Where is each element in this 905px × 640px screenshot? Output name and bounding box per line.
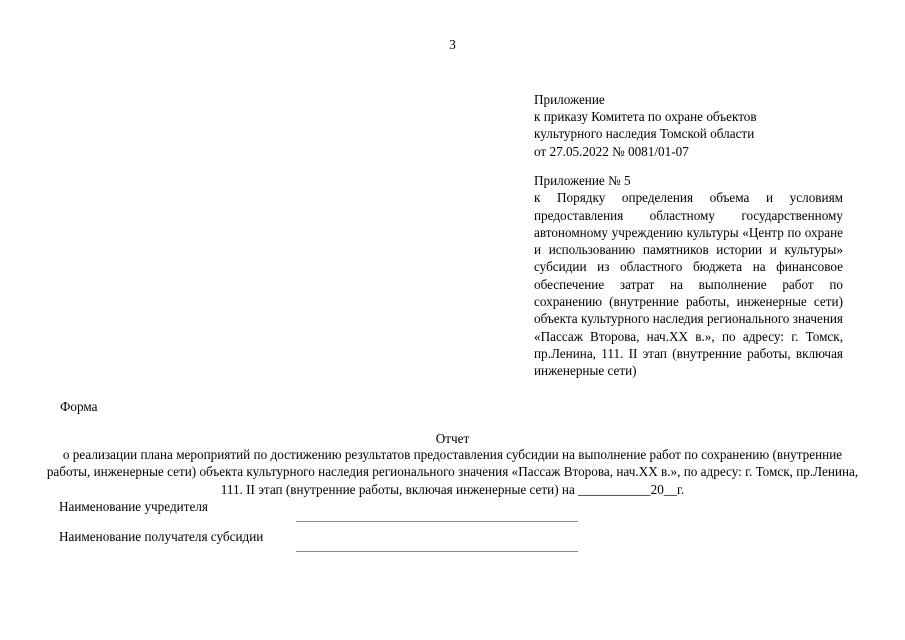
report-subtitle: о реализации плана мероприятий по достижению результатов предоставления субсидии на выполнение работ по сохранению (внутренние работы, инженерные сети) объекта культурного наследия регионального значения «Пассаж Второва, нач.XX в.», по адресу: г. Томск, пр.Ленина, 111. II этап (внутренние работы, включая инженерные сети) на ___________20__г. bbox=[46, 447, 859, 497]
approval-committee-region: культурного наследия Томской области bbox=[534, 126, 755, 142]
approval-order-reference: к приказу Комитета по охране объектов bbox=[534, 109, 757, 125]
annex-text: к Порядку определения объема и условиям предоставления областному государственному автономному учреждению культуры «Центр по охране и использованию памятников истории и культуры» субсидии из областного бюджета на финансовое обеспечение затрат на выполнение работ по сохранению (внутренние работы, инженерные сети) объекта культурного наследия регионального значения «Пассаж Второва, нач.XX в.», по адресу: г. Томск, пр.Ленина, 111. II этап (внутренние работы, включая инженерные сети) bbox=[534, 190, 843, 379]
page-number: 3 bbox=[449, 37, 456, 52]
approval-heading: Приложение bbox=[534, 92, 605, 107]
approval-block bbox=[534, 91, 854, 160]
founder-name-label: Наименование учредителя bbox=[59, 499, 208, 514]
recipient-name-label: Наименование получателя субсидии bbox=[59, 529, 264, 544]
annex-title: Приложение № 5 bbox=[534, 173, 631, 188]
form-label: Форма bbox=[60, 399, 98, 414]
recipient-name-field[interactable] bbox=[296, 551, 578, 552]
founder-name-field[interactable] bbox=[296, 521, 578, 522]
annex-block bbox=[534, 172, 843, 379]
report-title: Отчет bbox=[435, 431, 470, 446]
approval-order-date-number: от 27.05.2022 № 0081/01-07 bbox=[534, 143, 689, 159]
